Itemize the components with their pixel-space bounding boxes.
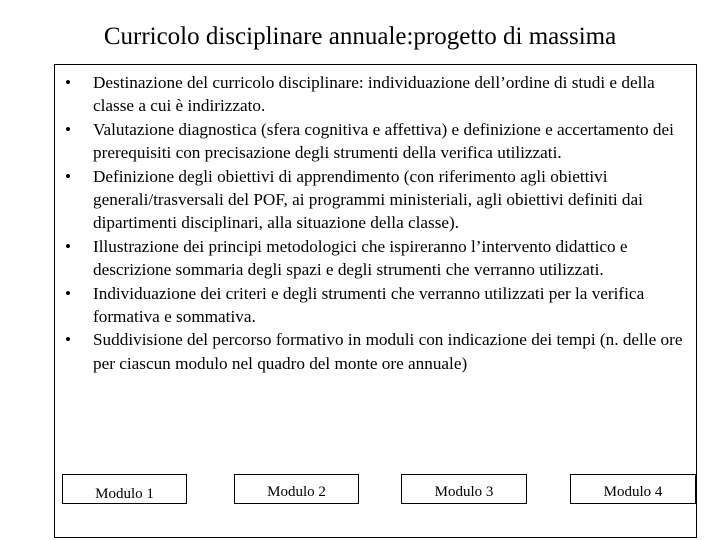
page-title: Curricolo disciplinare annuale:progetto di massima xyxy=(103,23,617,50)
bullet-text: Suddivisione del percorso formativo in moduli con indicazione dei tempi (n. delle ore per ciascun modulo nel quadro del monte ore annuale) xyxy=(93,330,683,373)
module-box-3 xyxy=(401,474,527,504)
module-label-1: Modulo 1 xyxy=(95,486,154,502)
bullet-marker: • xyxy=(64,166,72,186)
bullet-list xyxy=(60,71,692,375)
content-box xyxy=(54,64,697,538)
bullet-text: Illustrazione dei principi metodologici che ispireranno l’intervento didattico e descrizione sommaria degli spazi e degli strumenti che verranno utilizzati. xyxy=(93,236,628,280)
bullet-marker: • xyxy=(64,119,72,139)
bullet-item xyxy=(60,282,692,329)
bullet-text: Definizione degli obiettivi di apprendimento (con riferimento agli obiettivi generali/trasversali del POF, ai programmi ministeriali, agli obiettivi definiti dai dipartimenti disciplinari, alla situazione della classe). xyxy=(93,166,643,233)
bullet-item xyxy=(60,235,692,282)
bullet-item xyxy=(60,165,692,235)
bullet-item xyxy=(60,71,692,118)
bullet-marker: • xyxy=(64,236,72,256)
module-label-2: Modulo 2 xyxy=(267,484,326,500)
bullet-text: Individuazione dei criteri e degli strumenti che verranno utilizzati per la verifica formativa e sommativa. xyxy=(93,283,645,327)
module-box-2 xyxy=(234,474,359,504)
bullet-marker: • xyxy=(64,283,72,303)
bullet-item xyxy=(60,118,692,165)
bullet-marker: • xyxy=(64,330,72,350)
bullet-text: Destinazione del curricolo disciplinare: individuazione dell’ordine di studi e della classe a cui è indirizzato. xyxy=(93,73,655,116)
module-box-4 xyxy=(570,474,696,504)
bullet-item xyxy=(60,328,692,375)
bullet-text: Valutazione diagnostica (sfera cognitiva e affettiva) e definizione e accertamento dei prerequisiti con precisazione degli strumenti della verifica utilizzati. xyxy=(93,119,674,163)
module-box-1 xyxy=(62,474,187,504)
module-label-4: Modulo 4 xyxy=(603,484,663,500)
bullet-marker: • xyxy=(64,73,72,92)
module-label-3: Modulo 3 xyxy=(434,484,494,500)
